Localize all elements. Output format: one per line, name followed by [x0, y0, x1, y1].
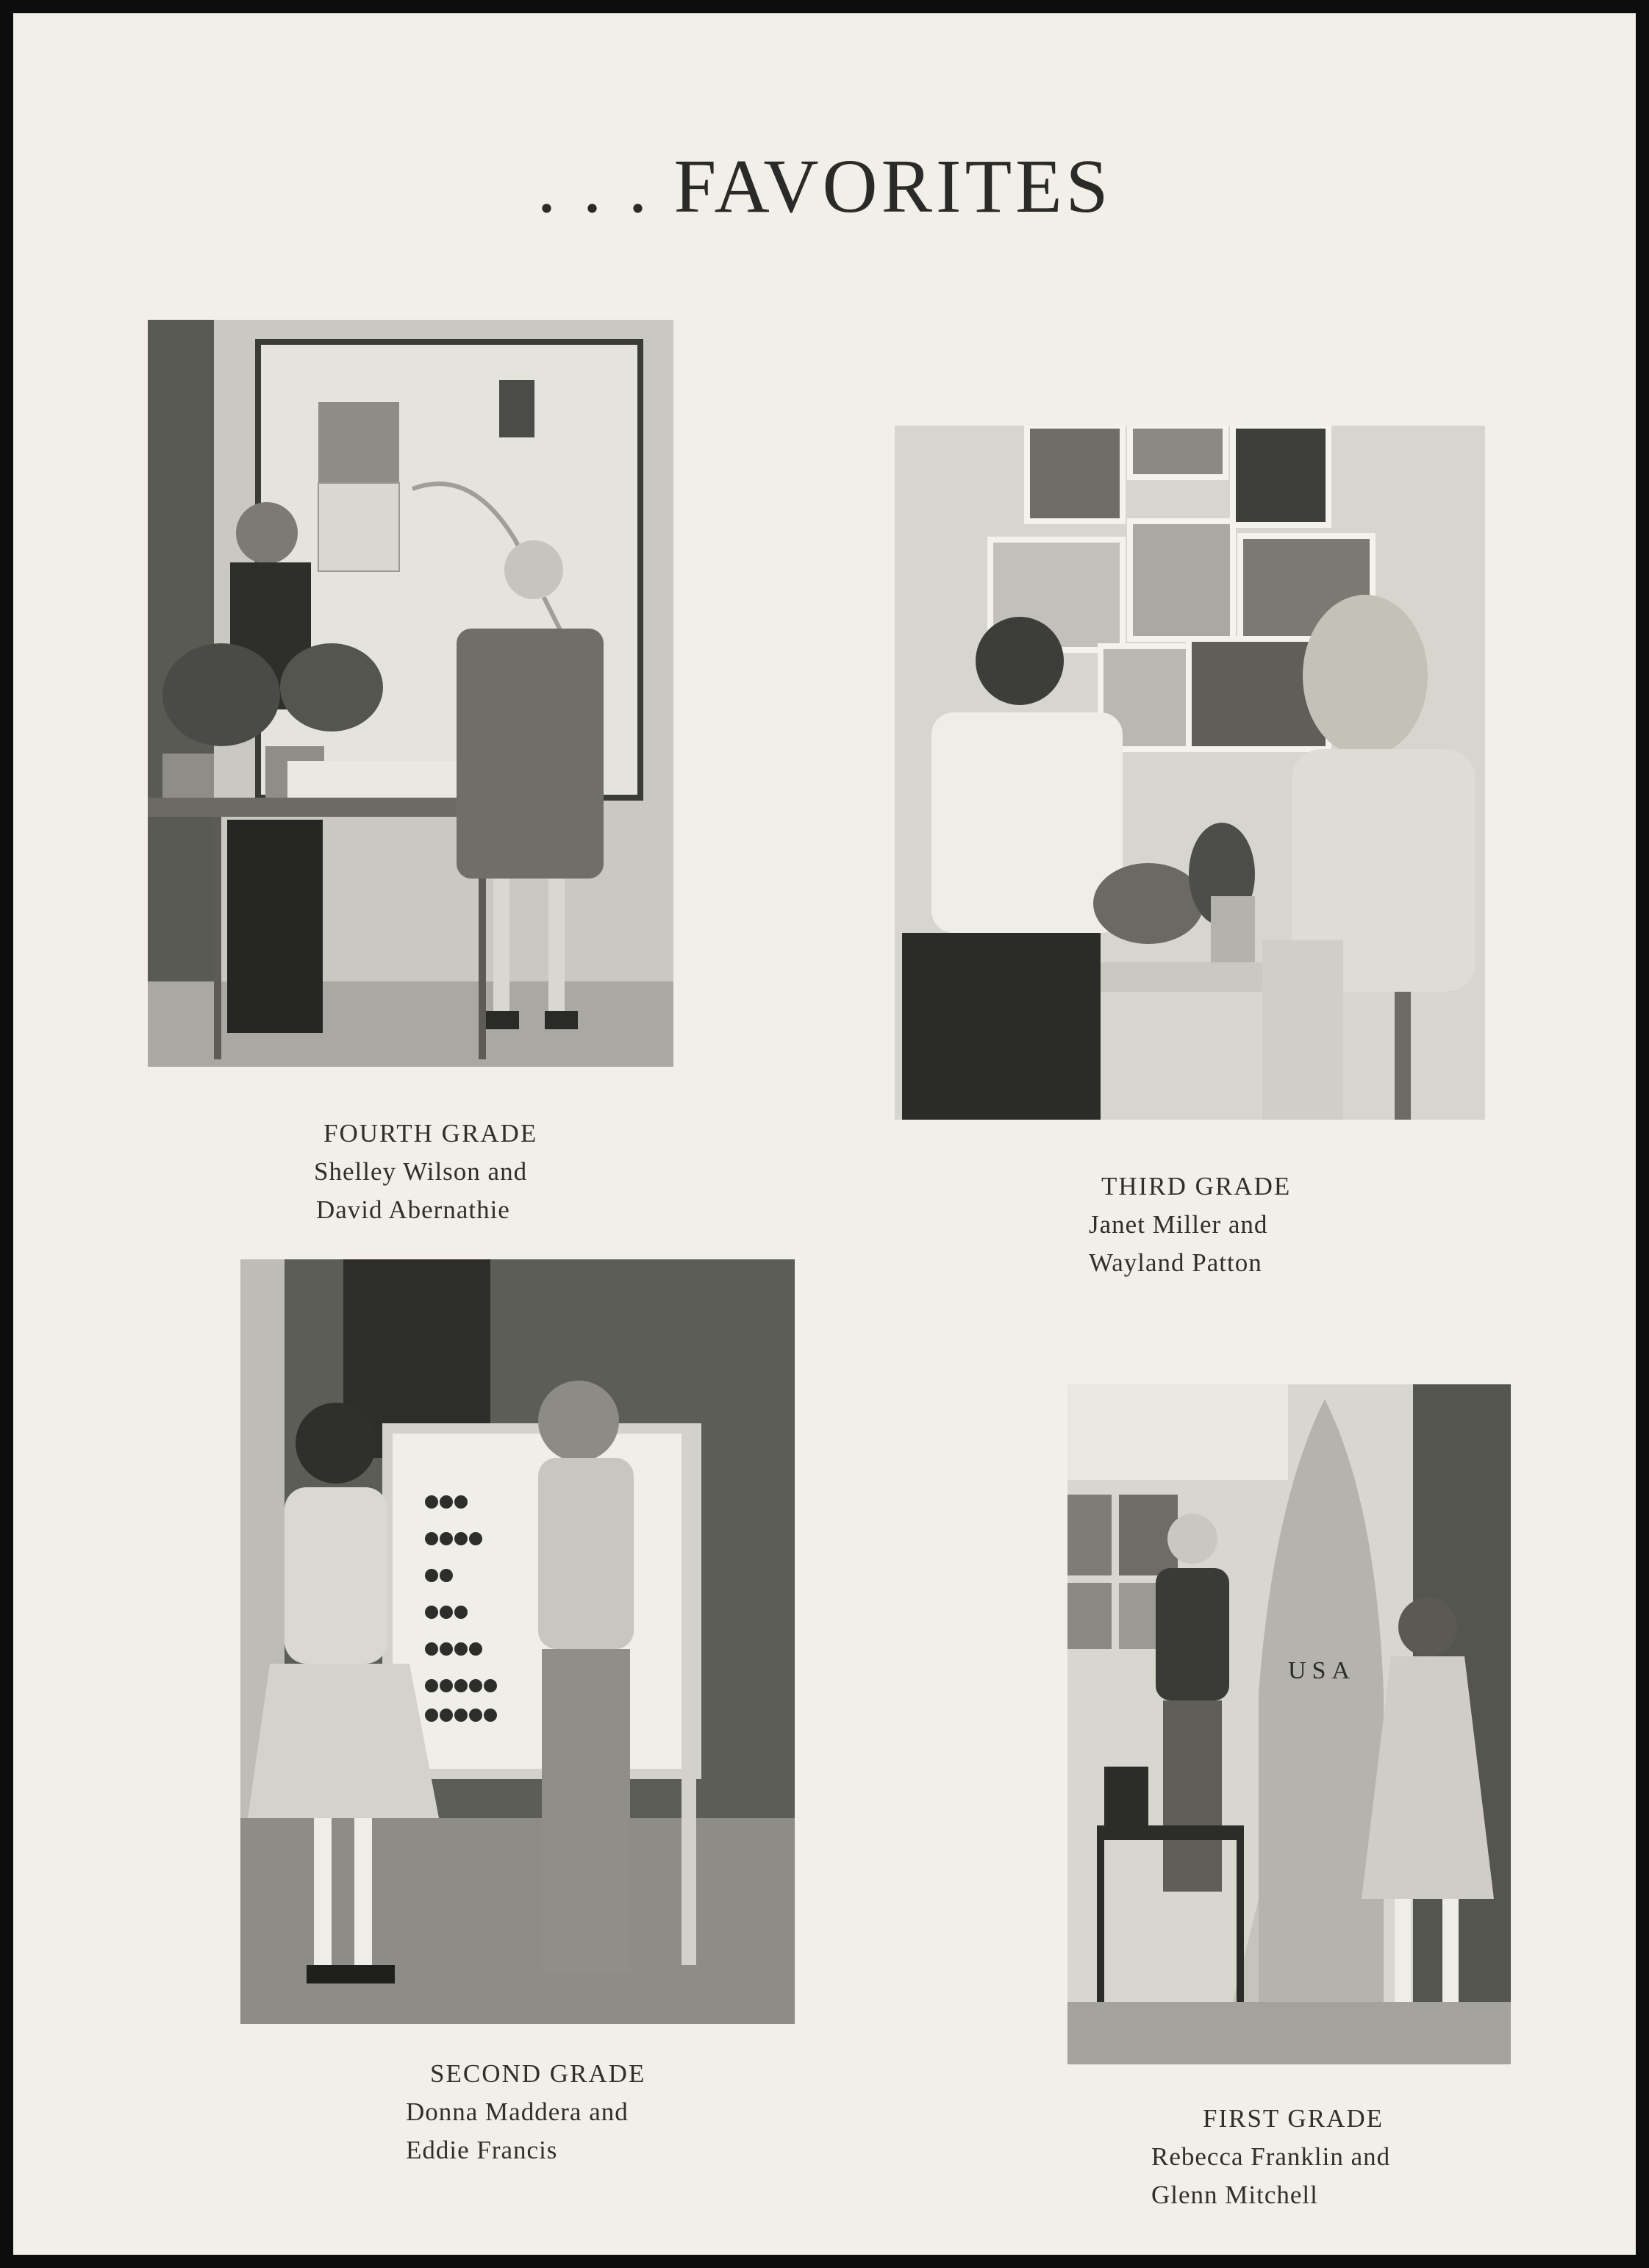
caption-fourth-grade — [314, 1115, 538, 1229]
page-title: . . . FAVORITES — [537, 144, 1112, 229]
photo-third-grade — [895, 426, 1485, 1120]
caption-name-line: Donna Maddera and — [406, 2097, 629, 2126]
caption-grade: THIRD GRADE — [1101, 1172, 1292, 1201]
caption-third-grade — [1089, 1167, 1292, 1282]
caption-name-line: Rebecca Franklin and — [1151, 2142, 1391, 2171]
caption-name-line: Wayland Patton — [1089, 1248, 1262, 1277]
caption-grade: SECOND GRADE — [430, 2059, 646, 2088]
photo-first-grade — [1067, 1384, 1511, 2064]
caption-name-line: Eddie Francis — [406, 2136, 558, 2164]
caption-name-line: Glenn Mitchell — [1151, 2181, 1318, 2209]
caption-name-line: Janet Miller and — [1089, 1210, 1268, 1239]
caption-second-grade — [406, 2055, 646, 2169]
caption-grade: FIRST GRADE — [1203, 2104, 1384, 2133]
photo-fourth-grade — [148, 320, 673, 1067]
photo-second-grade — [240, 1259, 795, 2024]
caption-name-line: Shelley Wilson and — [314, 1157, 528, 1186]
svg-text:USA: USA — [1288, 1657, 1356, 1684]
caption-name-line: David Abernathie — [316, 1195, 510, 1224]
caption-first-grade — [1151, 2100, 1391, 2214]
caption-grade: FOURTH GRADE — [323, 1119, 538, 1148]
yearbook-page — [13, 13, 1636, 2255]
